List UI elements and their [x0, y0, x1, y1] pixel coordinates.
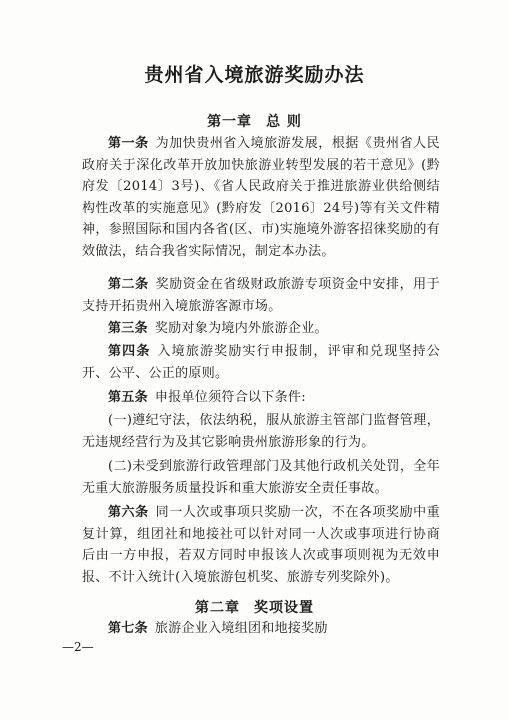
article-paragraph — [82, 318, 440, 340]
article-text: 为加快贵州省入境旅游发展，根据《贵州省人民政府关于深化改革开放加快旅游业转型发展的若干意见》(黔府发〔2014〕3号)、《省人民政府关于推进旅游业供给侧结构性改革的实施意见》(黔府发〔2016〕24号)等有关文件精神，参照国际和国内各省(区、市)实施境外游客招徕奖励的有效做法，结合我省实际情况，制定本办法。 — [82, 136, 440, 259]
document-title: 贵州省入境旅游奖励办法 — [144, 64, 365, 86]
article-text: 申报单位须符合以下条件: — [154, 390, 306, 405]
article-number: 第三条 — [108, 321, 148, 336]
article-paragraph — [82, 387, 440, 409]
article-text: 入境旅游奖励实行申报制，评审和兑现坚持公开、公平、公正的原则。 — [82, 344, 440, 381]
article-paragraph — [82, 618, 440, 640]
article-text: 同一人次或事项只奖励一次，不在各项奖励中重复计算，组团社和地接社可以针对同一人次或事项进行协商后由一方申报，若双方同时申报该人次或事项则视为无效申报、不计入统计(入境旅游包机奖、旅游专列奖除外)。 — [82, 505, 440, 585]
article-number: 第一条 — [108, 136, 149, 151]
condition-item — [82, 410, 440, 453]
article-number: 第五条 — [108, 390, 148, 405]
condition-text: (二)未受到旅游行政管理部门及其他行政机关处罚，全年无重大旅游服务质量投诉和重大旅游安全责任事故。 — [82, 459, 440, 496]
chapter-number: 第一章 — [207, 114, 253, 130]
chapter-name: 奖项设置 — [254, 600, 314, 616]
condition-text: (一)遵纪守法，依法纳税，服从旅游主管部门监督管理，无违规经营行为及其它影响贵州旅游形象的行为。 — [82, 413, 440, 450]
article-paragraph — [82, 341, 440, 384]
article-number: 第四条 — [108, 344, 151, 359]
page-number: —2— — [62, 640, 94, 654]
chapter-name: 总 则 — [266, 114, 302, 130]
chapter-heading — [0, 111, 509, 131]
article-paragraph — [82, 274, 440, 317]
article-paragraph — [82, 502, 440, 588]
article-number: 第七条 — [108, 621, 148, 636]
condition-item — [82, 456, 440, 499]
article-number: 第二条 — [108, 277, 149, 292]
article-text: 奖励资金在省级财政旅游专项资金中安排，用于支持开拓贵州入境旅游客源市场。 — [82, 277, 440, 314]
article-text: 奖励对象为境内外旅游企业。 — [154, 321, 328, 336]
chapter-number: 第二章 — [195, 600, 240, 616]
chapter-heading — [0, 597, 509, 617]
article-text: 旅游企业入境组团和地接奖励 — [154, 621, 328, 636]
article-number: 第六条 — [108, 505, 149, 520]
article-paragraph — [82, 133, 440, 263]
